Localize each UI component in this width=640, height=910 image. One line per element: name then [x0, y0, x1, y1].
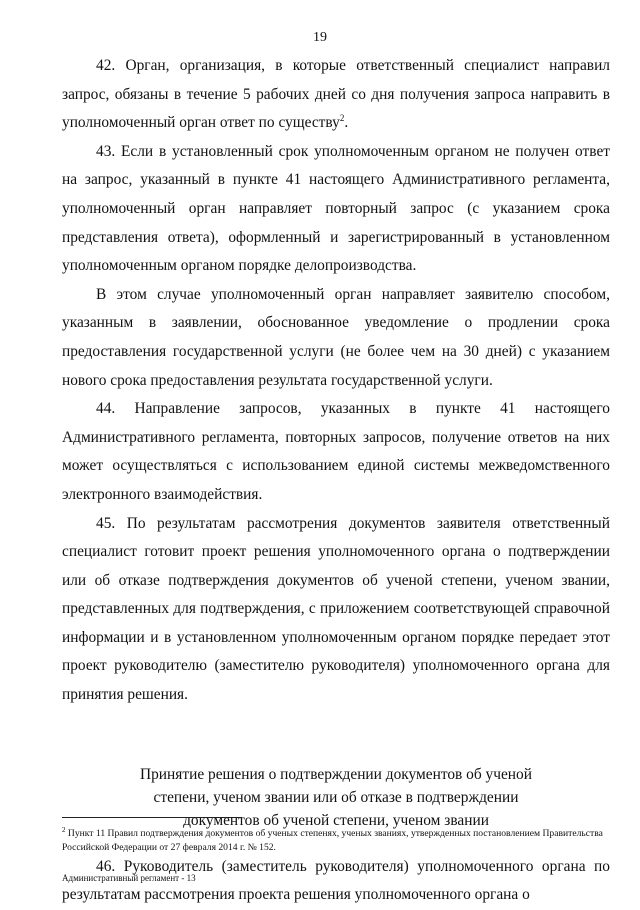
- section-heading: [62, 763, 610, 832]
- paragraph-45: 45. По результатам рассмотрения документов заявителя ответственный специалист готовит проект решения уполномоченного органа о подтверждении или об отказе подтверждения документов об ученой степени, ученом звании, представленных для подтверждения, с приложением соответствующей справочной информации и в установленном уполномоченным органом порядке передает этот проект руководителю (заместителю руководителя) уполномоченного органа для принятия решения.: [62, 514, 610, 704]
- page-number: 19: [313, 30, 327, 45]
- section-heading-line: документов об ученой степени, ученом звании: [183, 811, 489, 829]
- page-footer: Административный регламент - 13: [62, 873, 196, 883]
- section-heading-line: Принятие решения о подтверждении документов об ученой: [140, 765, 532, 783]
- document-body: [62, 52, 610, 910]
- section-heading-line: степени, ученом звании или об отказе в подтверждении: [153, 788, 519, 806]
- footnote: [62, 823, 610, 855]
- paragraph-43-continuation: В этом случае уполномоченный орган направляет заявителю способом, указанным в заявлении, обоснованное уведомление о продлении срока предоставления государственной услуги (не более чем на 30 дней) с указанием нового срока предоставления результата государственной услуги.: [62, 285, 610, 389]
- paragraph-43: 43. Если в установленный срок уполномоченным органом не получен ответ на запрос, указанный в пункте 41 настоящего Административного регламента, уполномоченный орган направляет повторный запрос (с указанием срока представления ответа), оформленный и зарегистрированный в установленном уполномоченным органом порядке делопроизводства.: [62, 142, 610, 275]
- paragraph-42: 42. Орган, организация, в которые ответственный специалист направил запрос, обязаны в течение 5 рабочих дней со дня получения запроса направить в уполномоченный орган ответ по существу$^2$.: [62, 57, 610, 132]
- paragraph-44: 44. Направление запросов, указанных в пункте 41 настоящего Административного регламента, повторных запросов, получение ответов на них может осуществляться с использованием единой системы межведомственного электронного взаимодействия.: [62, 400, 610, 503]
- footnote-divider: [62, 817, 242, 818]
- footnote-text: Пункт 11 Правил подтверждения документов об ученых степенях, ученых званиях, утвержденных постановлением Правительства Российской Федерации от 27 февраля 2014 г. № 152.: [62, 828, 603, 854]
- footnote-marker: 2: [62, 826, 66, 834]
- paragraph-46: 46. Руководитель (заместитель руководителя) уполномоченного органа по результатам рассмотрения проекта решения уполномоченного органа о: [62, 857, 610, 904]
- footnote-reference: 2: [339, 113, 345, 124]
